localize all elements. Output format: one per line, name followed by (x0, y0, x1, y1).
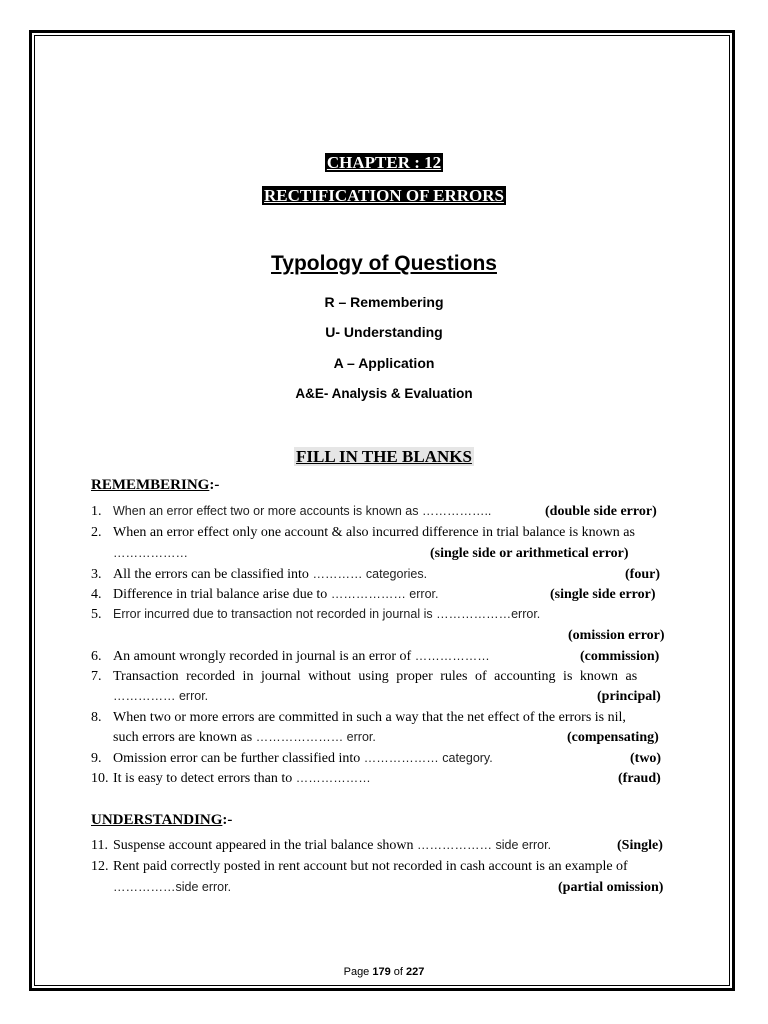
question-7-line-1: 7. Transaction recorded in journal without using proper rules of accounting is known as (91, 669, 638, 684)
question-4: 4. Difference in trial balance arise due to ……………… error. (91, 587, 439, 602)
question-8-line-1: 8. When two or more errors are committed in such a way that the net effect of the errors is nil, (91, 710, 626, 725)
answer-1: (double side error) (545, 504, 657, 519)
answer-4: (single side error) (550, 587, 656, 602)
question-1: 1. When an error effect two or more accounts is known as …………….. (91, 504, 492, 519)
question-3: 3. All the errors can be classified into ………… categories. (91, 567, 428, 582)
question-5: 5. Error incurred due to transaction not recorded in journal is ………………error. (91, 607, 541, 622)
question-2-line-1: 2. When an error effect only one account & also incurred difference in trial balance is known as (91, 525, 635, 540)
answer-6: (commission) (580, 649, 660, 664)
answer-11: (Single) (617, 838, 663, 853)
answer-9: (two) (630, 751, 662, 766)
section-remembering: REMEMBERING:- (91, 477, 220, 493)
question-10: 10. It is easy to detect errors than to ……………… (91, 771, 371, 786)
question-6: 6. An amount wrongly recorded in journal is an error of ……………… (91, 649, 490, 664)
question-8-line-2: such errors are known as ………………… error. (113, 730, 376, 745)
page-number: Page 179 of 227 (343, 966, 425, 978)
answer-3: (four) (625, 567, 660, 582)
question-7-line-2: …………… error. (113, 689, 209, 703)
chapter-title: RECTIFICATION OF ERRORS (264, 186, 504, 205)
answer-12: (partial omission) (558, 880, 664, 895)
answer-8: (compensating) (567, 730, 659, 745)
question-12-line-1: 12. Rent paid correctly posted in rent account but not recorded in cash account is an example of (91, 859, 628, 874)
answer-5: (omission error) (568, 628, 665, 643)
question-11: 11. Suspense account appeared in the trial balance shown ……………… side error. (91, 838, 552, 853)
question-2-line-2: ……………… (113, 546, 188, 560)
answer-10: (fraud) (618, 771, 661, 786)
legend-application: A – Application (333, 355, 435, 371)
legend-understanding: U- Understanding (325, 324, 443, 340)
question-9: 9. Omission error can be further classified into ……………… category. (91, 751, 493, 766)
legend-analysis-evaluation: A&E- Analysis & Evaluation (295, 386, 473, 401)
answer-2: (single side or arithmetical error) (430, 546, 629, 561)
typology-heading: Typology of Questions (271, 252, 497, 275)
chapter-heading: CHAPTER : 12 (326, 153, 442, 172)
fill-in-the-blanks-title: FILL IN THE BLANKS (296, 447, 472, 466)
question-12-line-2: ……………side error. (113, 880, 232, 894)
legend-remembering: R – Remembering (324, 294, 444, 310)
section-understanding: UNDERSTANDING:- (91, 812, 233, 828)
answer-7: (principal) (597, 689, 661, 704)
